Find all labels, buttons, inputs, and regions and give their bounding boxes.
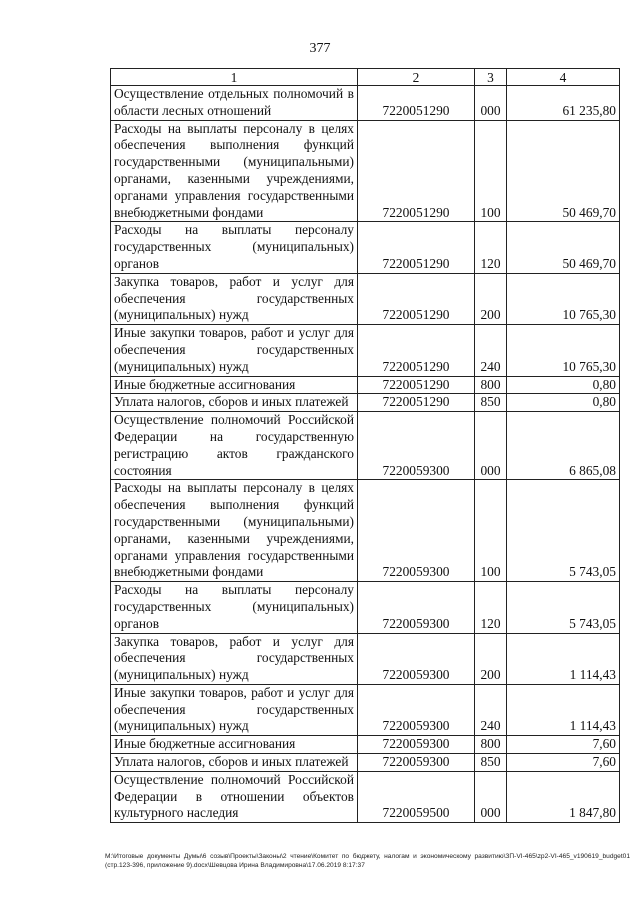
- row-name: Уплата налогов, сборов и иных платежей: [111, 394, 358, 412]
- column-header-kind: 3: [475, 69, 507, 86]
- budget-table: [110, 68, 620, 823]
- row-code: 7220059300: [358, 633, 475, 684]
- page-number: 377: [309, 41, 331, 56]
- row-name: Иные бюджетные ассигнования: [111, 736, 358, 754]
- table-row: [111, 412, 620, 480]
- row-amount: 50 469,70: [507, 222, 620, 273]
- row-kind: 200: [475, 633, 507, 684]
- row-kind: 850: [475, 754, 507, 772]
- row-kind: 000: [475, 771, 507, 822]
- table-row: [111, 771, 620, 822]
- row-name: Иные закупки товаров, работ и услуг для обеспечения государственных (муниципальных) нужд: [111, 684, 358, 735]
- table-row: [111, 394, 620, 412]
- table-row: [111, 582, 620, 633]
- row-code: 7220059300: [358, 480, 475, 582]
- row-kind: 800: [475, 736, 507, 754]
- table-row: [111, 684, 620, 735]
- row-kind: 120: [475, 222, 507, 273]
- row-code: 7220051290: [358, 120, 475, 222]
- table-header-row: [111, 69, 620, 86]
- row-name: Осуществление отдельных полномочий в области лесных отношений: [111, 86, 358, 121]
- row-kind: 000: [475, 412, 507, 480]
- table-row: [111, 376, 620, 394]
- row-name: Расходы на выплаты персоналу в целях обеспечения выполнения функций государственными (муниципальными) органами, казенными учреждениями, органами управления государственными внебюджетными фондами: [111, 480, 358, 582]
- row-amount: 1 114,43: [507, 633, 620, 684]
- table-row: [111, 754, 620, 772]
- row-code: 7220051290: [358, 376, 475, 394]
- row-code: 7220051290: [358, 86, 475, 121]
- row-amount: 7,60: [507, 736, 620, 754]
- row-code: 7220059300: [358, 754, 475, 772]
- row-amount: 1 847,80: [507, 771, 620, 822]
- row-kind: 800: [475, 376, 507, 394]
- row-name: Закупка товаров, работ и услуг для обеспечения государственных (муниципальных) нужд: [111, 633, 358, 684]
- row-amount: 5 743,05: [507, 480, 620, 582]
- row-amount: 5 743,05: [507, 582, 620, 633]
- table-row: [111, 325, 620, 376]
- row-kind: 100: [475, 480, 507, 582]
- row-amount: 50 469,70: [507, 120, 620, 222]
- row-amount: 0,80: [507, 376, 620, 394]
- row-code: 7220059300: [358, 684, 475, 735]
- table-row: [111, 480, 620, 582]
- row-code: 7220059500: [358, 771, 475, 822]
- row-name: Закупка товаров, работ и услуг для обеспечения государственных (муниципальных) нужд: [111, 273, 358, 324]
- row-name: Уплата налогов, сборов и иных платежей: [111, 754, 358, 772]
- column-header-amount: 4: [507, 69, 620, 86]
- row-name: Расходы на выплаты персоналу в целях обеспечения выполнения функций государственными (муниципальными) органами, казенными учреждениями, органами управления государственными внебюджетными фондами: [111, 120, 358, 222]
- table-row: [111, 120, 620, 222]
- document-file-path: M:\Итоговые документы Думы\6 созыв\Проекты\Законы\2 чтение\Комитет по бюджету, налогам и экономическому развитию\ЗП-VI-465\zp2-VI-465_v190619_budget01 (стр.123-396, приложение 9).docx\Шевцова Ирина Владимировна\17.06.2019 8:17:37: [105, 853, 630, 869]
- table-row: [111, 86, 620, 121]
- row-amount: 7,60: [507, 754, 620, 772]
- column-header-code: 2: [358, 69, 475, 86]
- row-code: 7220051290: [358, 325, 475, 376]
- table-row: [111, 273, 620, 324]
- row-amount: 6 865,08: [507, 412, 620, 480]
- column-header-name: 1: [111, 69, 358, 86]
- row-kind: 000: [475, 86, 507, 121]
- row-name: Иные бюджетные ассигнования: [111, 376, 358, 394]
- row-amount: 10 765,30: [507, 325, 620, 376]
- row-name: Иные закупки товаров, работ и услуг для обеспечения государственных (муниципальных) нужд: [111, 325, 358, 376]
- row-code: 7220059300: [358, 412, 475, 480]
- table-row: [111, 222, 620, 273]
- row-name: Расходы на выплаты персоналу государственных (муниципальных) органов: [111, 222, 358, 273]
- row-code: 7220059300: [358, 582, 475, 633]
- row-name: Осуществление полномочий Российской Федерации на государственную регистрацию актов гражданского состояния: [111, 412, 358, 480]
- row-amount: 0,80: [507, 394, 620, 412]
- row-amount: 10 765,30: [507, 273, 620, 324]
- row-kind: 200: [475, 273, 507, 324]
- row-kind: 240: [475, 325, 507, 376]
- table-row: [111, 633, 620, 684]
- row-code: 7220059300: [358, 736, 475, 754]
- row-amount: 1 114,43: [507, 684, 620, 735]
- table-row: [111, 736, 620, 754]
- row-kind: 240: [475, 684, 507, 735]
- row-kind: 120: [475, 582, 507, 633]
- row-code: 7220051290: [358, 222, 475, 273]
- row-code: 7220051290: [358, 273, 475, 324]
- row-amount: 61 235,80: [507, 86, 620, 121]
- row-kind: 850: [475, 394, 507, 412]
- row-code: 7220051290: [358, 394, 475, 412]
- row-name: Осуществление полномочий Российской Федерации в отношении объектов культурного наследия: [111, 771, 358, 822]
- row-kind: 100: [475, 120, 507, 222]
- row-name: Расходы на выплаты персоналу государственных (муниципальных) органов: [111, 582, 358, 633]
